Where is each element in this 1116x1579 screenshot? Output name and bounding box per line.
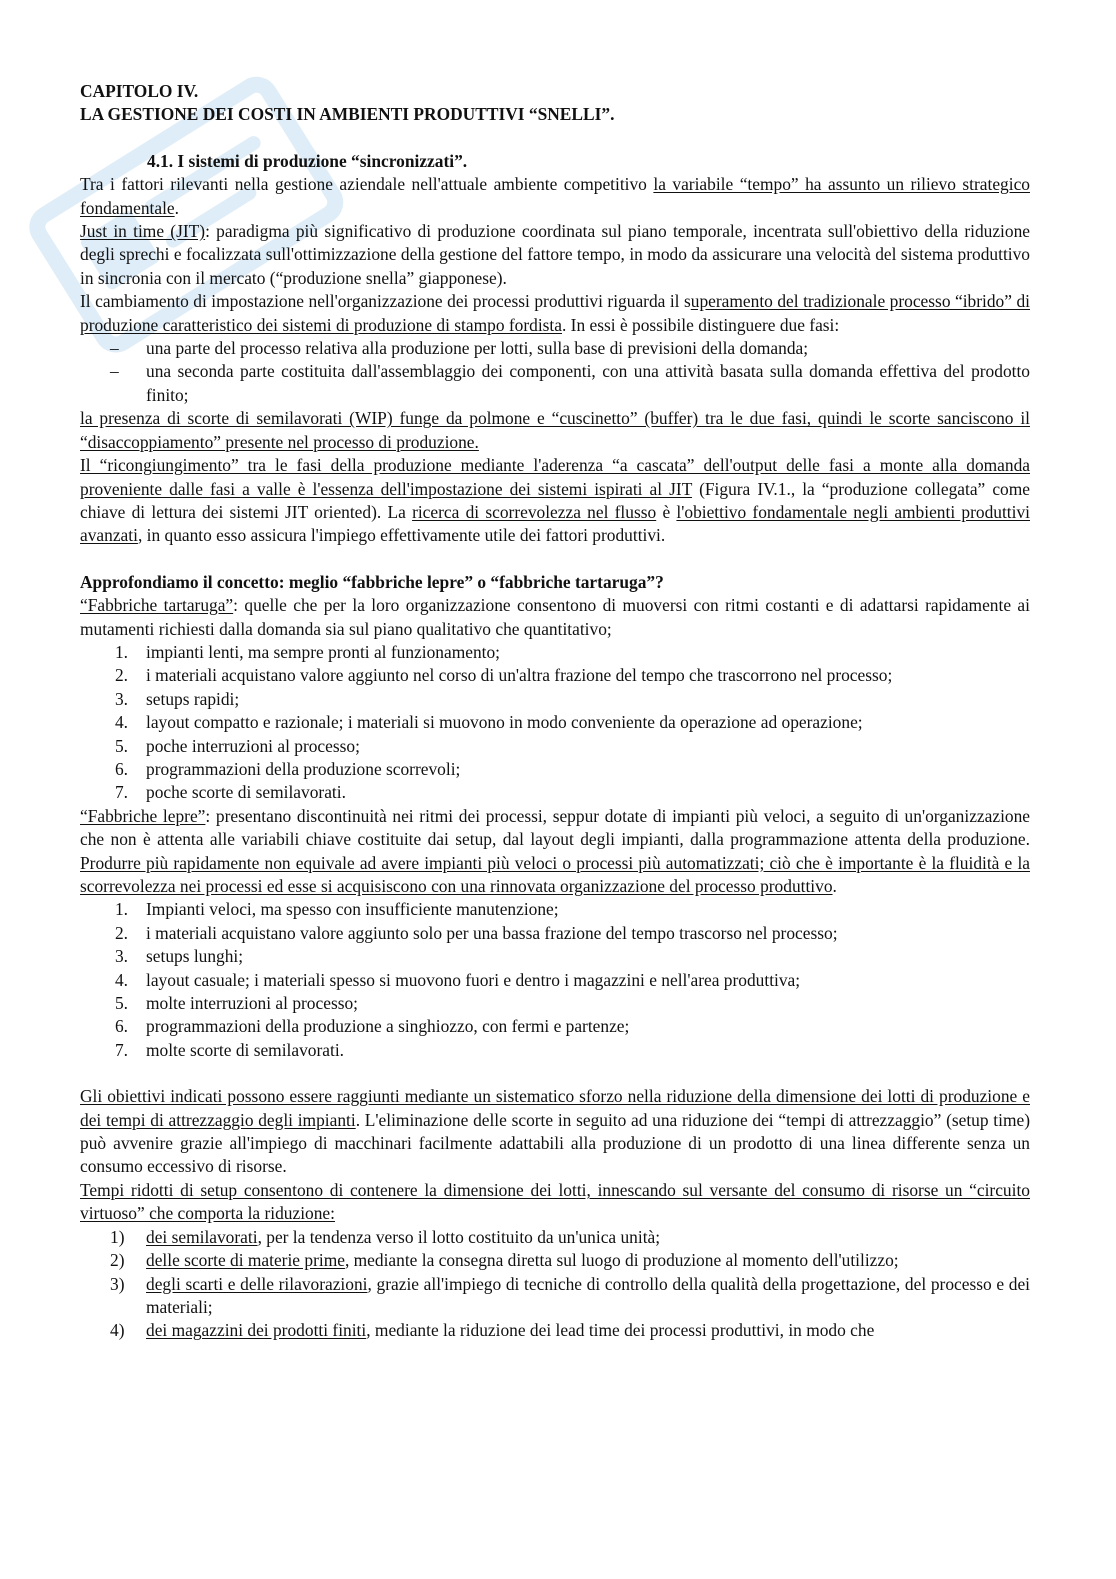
list-item: – una parte del processo relativa alla produzione per lotti, sulla base di previsioni della domanda;: [110, 338, 809, 359]
paragraph-setup: Tempi ridotti di setup consentono di contenere la dimensione dei lotti, innescando sul versante del consumo di risorse un “circuito virtuoso” che comporta la riduzione:: [80, 1179, 1030, 1224]
paragraph-reconnection: Il “ricongiungimento” tra le fasi della produzione mediante l'aderenza “a cascata” dell'output delle fasi a monte alla domanda proveniente dalle fasi a valle è l'essenza dell'impostazione dei sistemi ispirati al JIT (Figura IV.1., la “produzione collegata” come chiave di lettura dei sistemi JIT oriented). La ricerca di scorrevolezza nel flusso è l'obiettivo fondamentale negli ambienti produttivi avanzati, in quanto esso assicura l'impiego effettivamente utile dei fattori produttivi.: [80, 455, 1030, 546]
paragraph-wip: la presenza di scorte di semilavorati (WIP) funge da polmone e “cuscinetto” (buffer) tra le due fasi, quindi le scorte sanciscono il “disaccoppiamento” presente nel processo di produzione.: [80, 408, 1030, 452]
list-item: 4. layout compatto e razionale; i materiali si muovono in modo conveniente da operazione ad operazione;: [114, 712, 863, 733]
list-item: 7. poche scorte di semilavorati.: [114, 782, 346, 803]
list-item: 2. i materiali acquistano valore aggiunto nel corso di un'altra frazione del tempo che trascorrono nel processo;: [114, 665, 893, 686]
list-item: 6. programmazioni della produzione a singhiozzo, con fermi e partenze;: [114, 1016, 630, 1037]
list-item: 5. poche interruzioni al processo;: [114, 735, 360, 756]
list-item: 3. setups lunghi;: [114, 946, 244, 967]
list-item: 2. i materiali acquistano valore aggiunto solo per una bassa frazione del tempo trascorso nel processo;: [114, 922, 838, 943]
list-item: 4. layout casuale; i materiali spesso si muovono fuori e dentro i magazzini e nell'area produttiva;: [114, 969, 801, 990]
reductions-list: [80, 1226, 1030, 1343]
deepen-heading: Approfondiamo il concetto: meglio “fabbriche lepre” o “fabbriche tartaruga”?: [80, 571, 664, 592]
list-item: – una seconda parte costituita dall'assemblaggio dei componenti, con una attività basata sulla domanda effettiva del prodotto finito;: [110, 361, 1030, 405]
list-item: 1. impianti lenti, ma sempre pronti al funzionamento;: [114, 641, 501, 662]
paragraph-tortoise: “Fabbriche tartaruga”: quelle che per la loro organizzazione consentono di muoversi con ritmi costanti e di adattarsi rapidamente ai mutamenti richiesti dalla domanda sia sul piano qualitativo che quantitativo;: [80, 595, 1030, 639]
chapter-number: CAPITOLO IV.: [80, 81, 199, 101]
tortoise-list: [80, 641, 1030, 805]
paragraph-hare: “Fabbriche lepre”: presentano discontinuità nei ritmi dei processi, seppur dotate di impianti più veloci, a seguito di un'organizzazione che non è attenta alle variabili chiave costituite dai setup, dal layout degli impianti, dalla programmazione attenta della produzione. Produrre più rapidamente non equivale ad avere impianti più veloci o processi più automatizzati; ciò che è importante è la fluidità e la scorrevolezza nei processi ed esse si acquisiscono con una rinnovata organizzazione del processo produttivo.: [80, 805, 1031, 896]
paragraph-process-change: Il cambiamento di impostazione nell'organizzazione dei processi produttivi riguarda il superamento del tradizionale processo “ibrido” di produzione caratteristico dei sistemi di produzione di stampo fordista. In essi è possibile distinguere due fasi:: [80, 291, 1030, 335]
list-item: 7. molte scorte di semilavorati.: [114, 1039, 345, 1060]
chapter-title: LA GESTIONE DEI COSTI IN AMBIENTI PRODUTTIVI “SNELLI”.: [80, 104, 615, 125]
list-item: 1) dei semilavorati, per la tendenza verso il lotto costituito da un'unica unità;: [110, 1226, 661, 1247]
paragraph-objectives: Gli obiettivi indicati possono essere raggiunti mediante un sistematico sforzo nella riduzione della dimensione dei lotti di produzione e dei tempi di attrezzaggio degli impianti. L'eliminazione delle scorte in seguito ad una riduzione dei “tempi di attrezzaggio” (setup time) può avvenire grazie all'impiego di macchinari facilmente adattabili alla produzione di un prodotto di una linea differente senza un consumo eccessivo di risorse.: [80, 1086, 1030, 1177]
list-item: 2) delle scorte di materie prime, mediante la consegna diretta sul luogo di produzione al momento dell'utilizzo;: [110, 1250, 899, 1271]
paragraph-time-variable: Tra i fattori rilevanti nella gestione aziendale nell'attuale ambiente competitivo la variabile “tempo” ha assunto un rilievo strategico fondamentale.: [80, 174, 1030, 218]
list-item: 4) dei magazzini dei prodotti finiti, mediante la riduzione dei lead time dei processi produttivi, in modo che: [110, 1320, 875, 1341]
list-item: 3) degli scarti e delle rilavorazioni, grazie all'impiego di tecniche di controllo della qualità della progettazione, del processo e dei materiali;: [110, 1273, 1031, 1317]
section-heading: 4.1. I sistemi di produzione “sincronizzati”.: [147, 150, 468, 171]
list-item: 6. programmazioni della produzione scorrevoli;: [114, 758, 461, 779]
list-item: 5. molte interruzioni al processo;: [114, 993, 359, 1014]
document-page: [80, 80, 1030, 1343]
list-item: 3. setups rapidi;: [114, 688, 240, 709]
hare-list: [80, 898, 1030, 1062]
list-item: 1. Impianti veloci, ma spesso con insufficiente manutenzione;: [114, 899, 559, 920]
phases-list: [80, 337, 1030, 407]
paragraph-jit: Just in time (JIT): paradigma più significativo di produzione coordinata sul piano temporale, incentrata sull'obiettivo della riduzione degli sprechi e focalizzata sull'ottimizzazione della gestione del fattore tempo, in modo da assicurare una velocità del sistema produttivo in sincronia con il mercato (“produzione snella” giapponese).: [80, 221, 1030, 288]
